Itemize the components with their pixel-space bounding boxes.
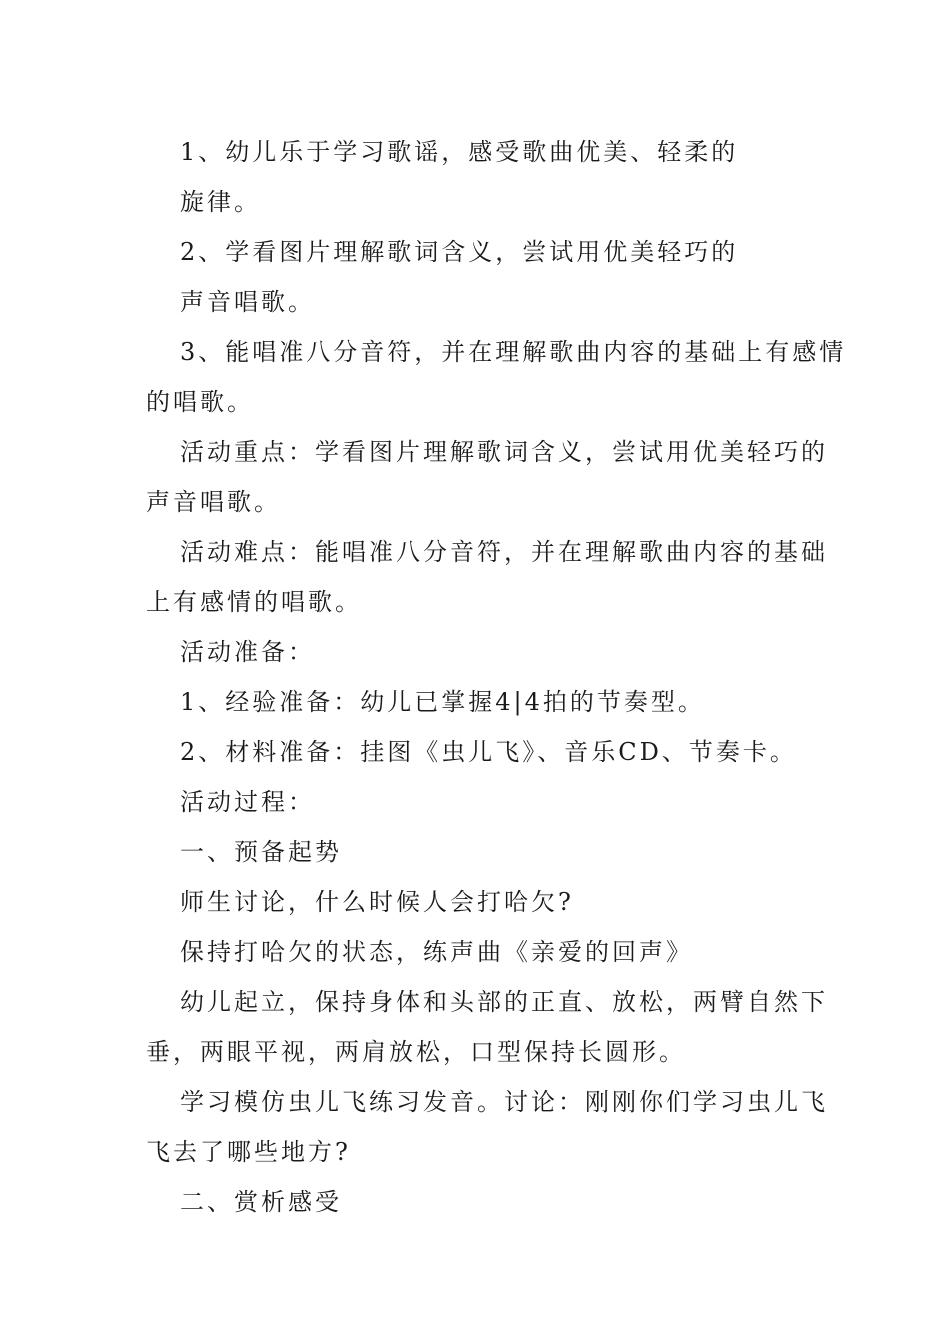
- objective-3-line-1: 3、能唱准八分音符，并在理解歌曲内容的基础上有感情: [180, 338, 847, 366]
- preparation-heading: 活动准备：: [180, 638, 315, 666]
- section-1-heading: 一、预备起势: [180, 838, 342, 866]
- process-heading: 活动过程：: [180, 788, 315, 816]
- vocal-exercise-line: 保持打哈欠的状态，练声曲《亲爱的回声》: [180, 938, 693, 966]
- posture-line-2: 垂，两眼平视，两肩放松，口型保持长圆形。: [146, 1038, 686, 1066]
- imitation-line-2: 飞去了哪些地方?: [146, 1138, 351, 1166]
- key-point-line-2: 声音唱歌。: [146, 488, 281, 516]
- objective-3-line-2: 的唱歌。: [146, 388, 254, 416]
- objective-1-line-1: 1、幼儿乐于学习歌谣，感受歌曲优美、轻柔的: [180, 138, 739, 166]
- discussion-line: 师生讨论，什么时候人会打哈欠?: [180, 888, 574, 916]
- preparation-item-1: 1、经验准备：幼儿已掌握4|4拍的节奏型。: [180, 688, 705, 716]
- section-2-heading: 二、赏析感受: [180, 1188, 342, 1216]
- objective-2-line-1: 2、学看图片理解歌词含义，尝试用优美轻巧的: [180, 238, 739, 266]
- imitation-line-1: 学习模仿虫儿飞练习发音。讨论：刚刚你们学习虫儿飞: [180, 1088, 828, 1116]
- posture-line-1: 幼儿起立，保持身体和头部的正直、放松，两臂自然下: [180, 988, 828, 1016]
- objective-2-line-2: 声音唱歌。: [180, 288, 315, 316]
- objective-1-line-2: 旋律。: [180, 188, 261, 216]
- key-point-line-1: 活动重点：学看图片理解歌词含义，尝试用优美轻巧的: [180, 438, 828, 466]
- difficulty-line-1: 活动难点：能唱准八分音符，并在理解歌曲内容的基础: [180, 538, 828, 566]
- difficulty-line-2: 上有感情的唱歌。: [146, 588, 362, 616]
- preparation-item-2: 2、材料准备：挂图《虫儿飞》、音乐CD、节奏卡。: [180, 738, 797, 766]
